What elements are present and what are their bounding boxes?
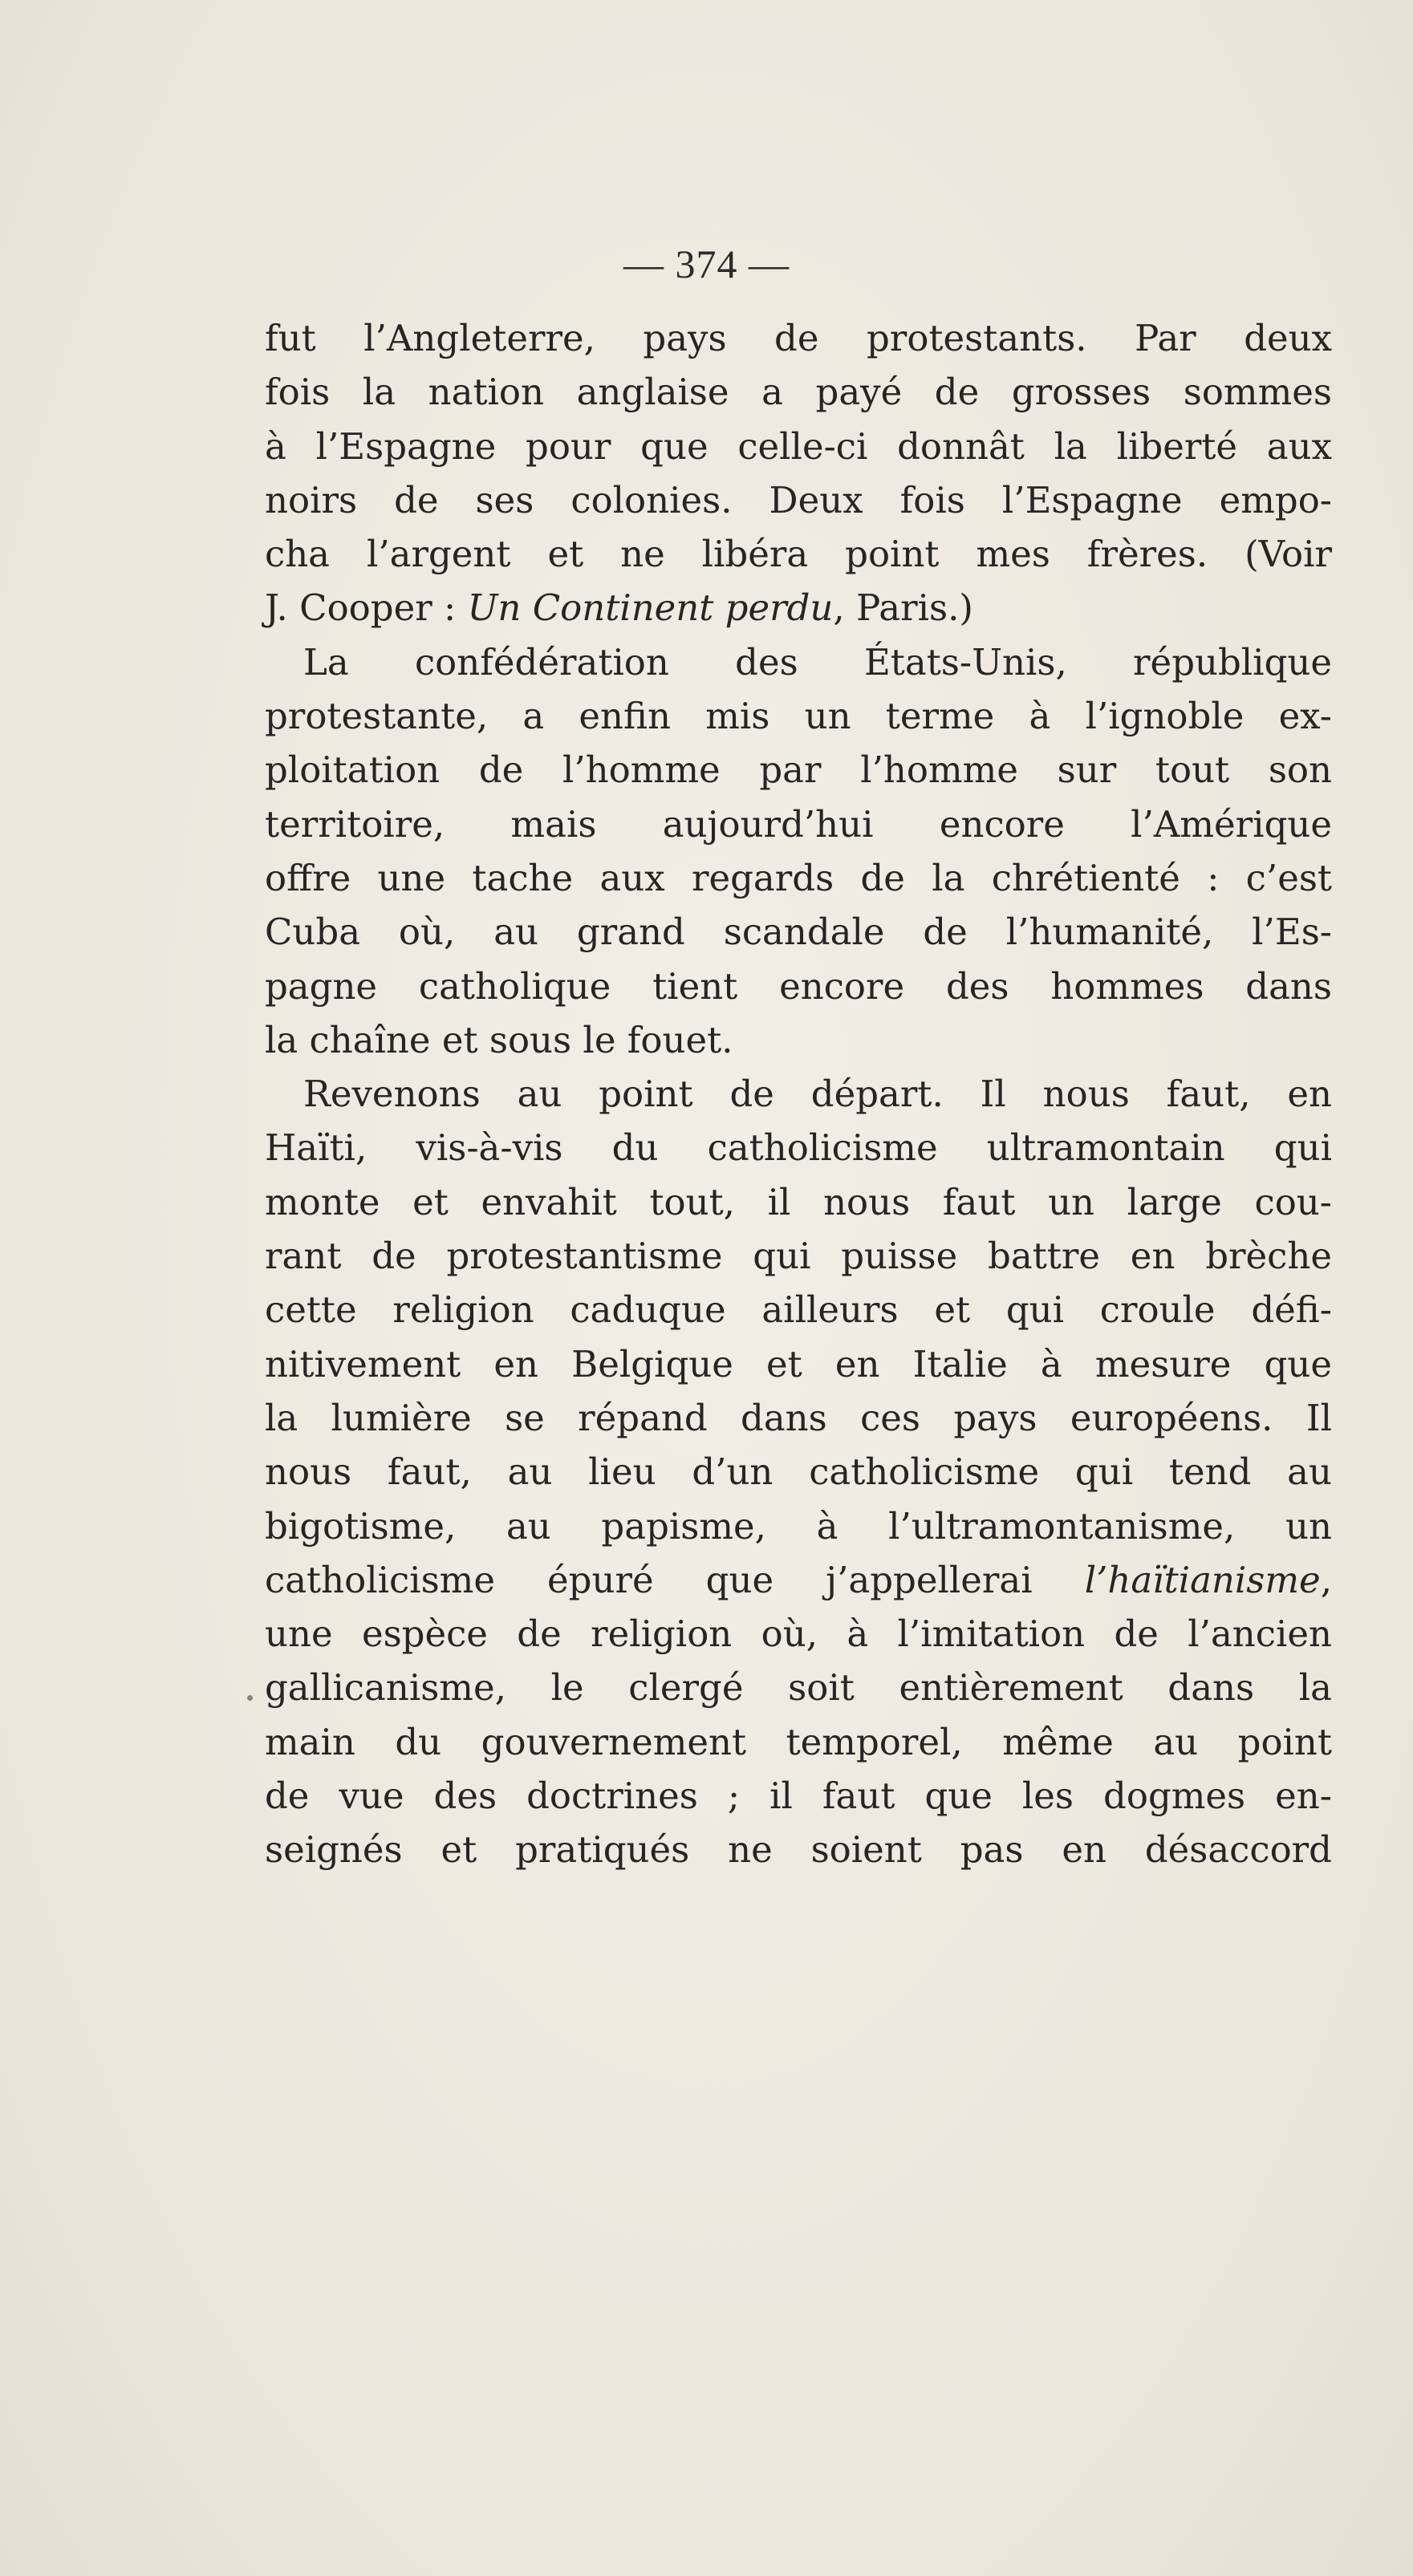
text-line: la chaîne et sous le fouet. <box>265 1018 733 1061</box>
text-line: La confédération des États-Unis, république <box>303 640 1332 684</box>
text-line: fut l’Angleterre, pays de protestants. Par deux <box>265 317 1332 359</box>
text-line: Haïti, vis-à-vis du catholicisme ultramontain qui <box>265 1126 1332 1170</box>
text-fragment: catholicisme épuré que j’appellerai <box>265 1558 1085 1601</box>
text-line: noirs de ses colonies. Deux fois l’Espagne empo- <box>265 478 1332 521</box>
text-line: cette religion caduque ailleurs et qui croule défi- <box>265 1288 1332 1332</box>
text-line <box>265 581 1332 635</box>
text-line: seignés et pratiqués ne soient pas en désaccord <box>265 1828 1332 1872</box>
text-line: ploitation de l’homme par l’homme sur tout son <box>265 748 1332 792</box>
text-line: la lumière se répand dans ces pays européens. Il <box>265 1396 1332 1439</box>
text-fragment: , Paris.) <box>833 586 973 630</box>
text-line: gallicanisme, le clergé soit entièrement dans la <box>265 1666 1332 1710</box>
text-fragment: J. Cooper : <box>265 586 468 630</box>
text-line: nitivement en Belgique et en Italie à mesure que <box>265 1342 1332 1385</box>
text-line: territoire, mais aujourd’hui encore l’Amérique <box>265 802 1332 846</box>
text-fragment: , <box>1320 1558 1332 1601</box>
text-line: à l’Espagne pour que celle-ci donnât la liberté aux <box>265 424 1332 468</box>
text-line: pagne catholique tient encore des hommes dans <box>265 964 1332 1008</box>
margin-speck <box>247 1695 253 1701</box>
emphasized-term: l’haïtianisme <box>1084 1558 1321 1601</box>
text-line: protestante, a enfin mis un terme à l’ignoble ex- <box>265 695 1332 738</box>
text-line: une espèce de religion où, à l’imitation de l’ancien <box>265 1613 1332 1656</box>
text-line: Cuba où, au grand scandale de l’humanité, l’Es- <box>265 911 1332 954</box>
page-number: — 374 — <box>623 241 790 286</box>
body-text <box>265 311 1332 1877</box>
text-line: nous faut, au lieu d’un catholicisme qui tend au <box>265 1450 1332 1494</box>
text-line: offre une tache aux regards de la chrétienté : c’est <box>265 856 1332 899</box>
text-line: rant de protestantisme qui puisse battre en brèche <box>265 1235 1332 1278</box>
text-line: Revenons au point de départ. Il nous faut, en <box>303 1073 1332 1116</box>
text-line: de vue des doctrines ; il faut que les dogmes en- <box>265 1775 1332 1818</box>
text-line <box>265 1553 1332 1607</box>
text-line: monte et envahit tout, il nous faut un large cou- <box>265 1180 1332 1223</box>
text-line: bigotisme, au papisme, à l’ultramontanisme, un <box>265 1504 1332 1548</box>
book-title: Un Continent perdu <box>467 586 834 630</box>
text-line: cha l’argent et ne libéra point mes frères. (Voir <box>265 533 1332 576</box>
text-line: main du gouvernement temporel, même au point <box>265 1720 1332 1763</box>
text-line: fois la nation anglaise a payé de grosses sommes <box>265 371 1332 414</box>
